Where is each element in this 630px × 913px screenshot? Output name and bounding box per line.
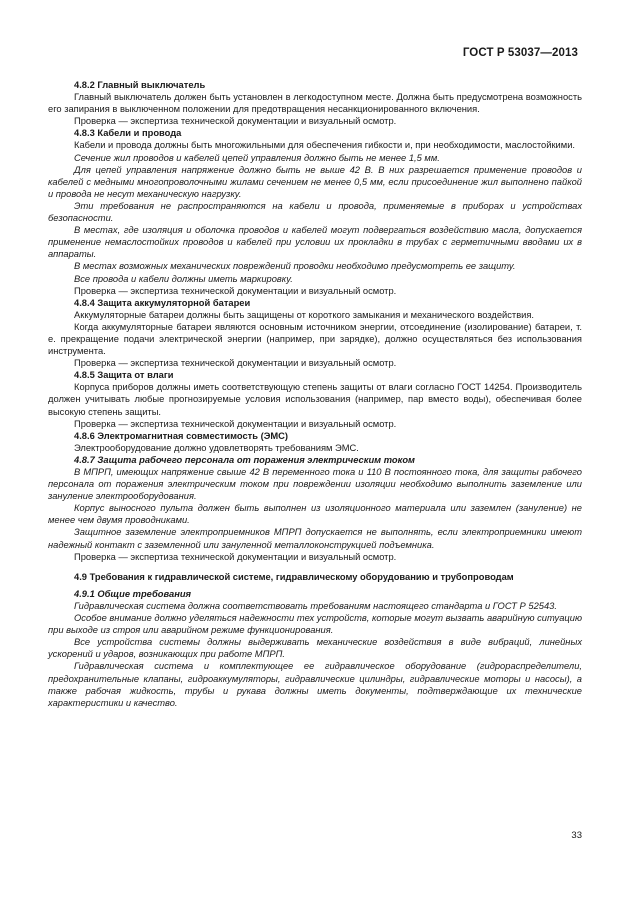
paragraph: Проверка — экспертиза технической документации и визуальный осмотр. (74, 116, 397, 127)
section-heading-4-8-2: 4.8.2 Главный выключатель (74, 80, 206, 90)
paragraph: Гидравлическая система должна соответствовать требованиям настоящего стандарта и ГОСТ Р 52543. (74, 600, 557, 611)
section-heading-4-9-1: 4.9.1 Общие требования (74, 588, 192, 599)
paragraph: Сечение жил проводов и кабелей цепей управления должно быть не менее 1,5 мм. (74, 152, 440, 163)
page-number: 33 (571, 830, 582, 841)
paragraph: Электрооборудование должно удовлетворять требованиям ЭМС. (74, 442, 359, 453)
paragraph: Все провода и кабели должны иметь маркировку. (74, 273, 293, 284)
section-heading-4-8-5: 4.8.5 Защита от влаги (74, 370, 174, 381)
section-heading-4-8-4: 4.8.4 Защита аккумуляторной батареи (74, 297, 251, 308)
section-heading-4-8-7: 4.8.7 Защита рабочего персонала от поражения электрическим током (74, 454, 415, 465)
section-heading-4-9: 4.9 Требования к гидравлической системе, гидравлическому оборудованию и трубопроводам (74, 571, 514, 582)
paragraph: Особое внимание должно уделяться надежности тех устройств, которые могут вызвать аварийную ситуацию при выходе из строя или аварийном режиме функционирования. (48, 613, 582, 636)
paragraph: Для цепей управления напряжение должно быть не выше 42 В. В них разрешается применение проводов и кабелей с медными многопроволочными жилами сечением не менее 0,5 мм, если присоединение жил выполнено пайкой и провода не несут механическую нагрузку. (48, 164, 582, 199)
paragraph: Защитное заземление электроприемников МПРП допускается не выполнять, если электроприемники имеют надежный контакт с заземленной или зануленной металлоконструкцией подъемника. (48, 527, 582, 550)
paragraph: Проверка — экспертиза технической документации и визуальный осмотр. (74, 418, 397, 429)
document-body (48, 79, 582, 709)
paragraph: Эти требования не распространяются на кабели и провода, применяемые в приборах и устройствах безопасности. (48, 200, 582, 224)
paragraph: Корпуса приборов должны иметь соответствующую степень защиты от влаги согласно ГОСТ 14254. Производитель должен учитывать любые прогнозируемые условия использования (например, пар вместо воды), обеспечивая более высокую степень защиты. (48, 382, 582, 417)
paragraph: Проверка — экспертиза технической документации и визуальный осмотр. (74, 285, 397, 296)
paragraph: Кабели и провода должны быть многожильными для обеспечения гибкости и, при необходимости, маслостойкими. (74, 140, 576, 151)
section-heading-4-8-6: 4.8.6 Электромагнитная совместимость (ЭМС) (74, 430, 288, 441)
paragraph: В местах возможных механических повреждений проводки необходимо предусмотреть ее защиту. (74, 261, 516, 272)
paragraph: В местах, где изоляция и оболочка проводов и кабелей могут подвергаться воздействию масла, допускается применение немаслостойких проводов и кабелей при условии их прокладки в трубах с герметичными вводами их в аппараты. (48, 225, 582, 260)
standard-header: ГОСТ Р 53037—2013 (462, 47, 578, 59)
paragraph: Главный выключатель должен быть установлен в легкодоступном месте. Должна быть предусмотрена возможность его запирания в выключенном положении для предотвращения несанкционированного включения. (48, 92, 582, 115)
paragraph: Все устройства системы должны выдерживать механические воздействия в виде вибраций, линейных ускорений и ударов, возникающих при работе МПРП. (48, 637, 582, 660)
paragraph: Аккумуляторные батареи должны быть защищены от короткого замыкания и механического воздействия. (74, 309, 535, 320)
paragraph: Корпус выносного пульта должен быть выполнен из изоляционного материала или заземлен (зануление) не менее чем двумя проводниками. (48, 503, 582, 526)
paragraph: Когда аккумуляторные батареи являются основным источником энергии, отсоединение (изолирование) батареи, т. е. прекращение подачи электрической энергии (например, при зарядке), должно осуществляться без использования инструмента. (48, 321, 582, 357)
paragraph: Проверка — экспертиза технической документации и визуальный осмотр. (74, 358, 397, 369)
section-heading-4-8-3: 4.8.3 Кабели и провода (74, 128, 182, 139)
paragraph: В МПРП, имеющих напряжение свыше 42 В переменного тока и 110 В постоянного тока, для защиты рабочего персонала от поражения электрическим током при повреждении изоляции необходимо выполнить заземление или зануление электрооборудования. (48, 467, 582, 502)
paragraph: Гидравлическая система и комплектующее ее гидравлическое оборудование (гидрораспределители, предохранительные клапаны, гидроаккумуляторы, гидравлические цилиндры, гидравлические моторы и насосы), а также рабочая жидкость, трубы и рукава должны иметь документы, подтверждающие их технические характеристики и качество. (48, 661, 582, 708)
paragraph: Проверка — экспертиза технической документации и визуальный осмотр. (74, 551, 397, 562)
